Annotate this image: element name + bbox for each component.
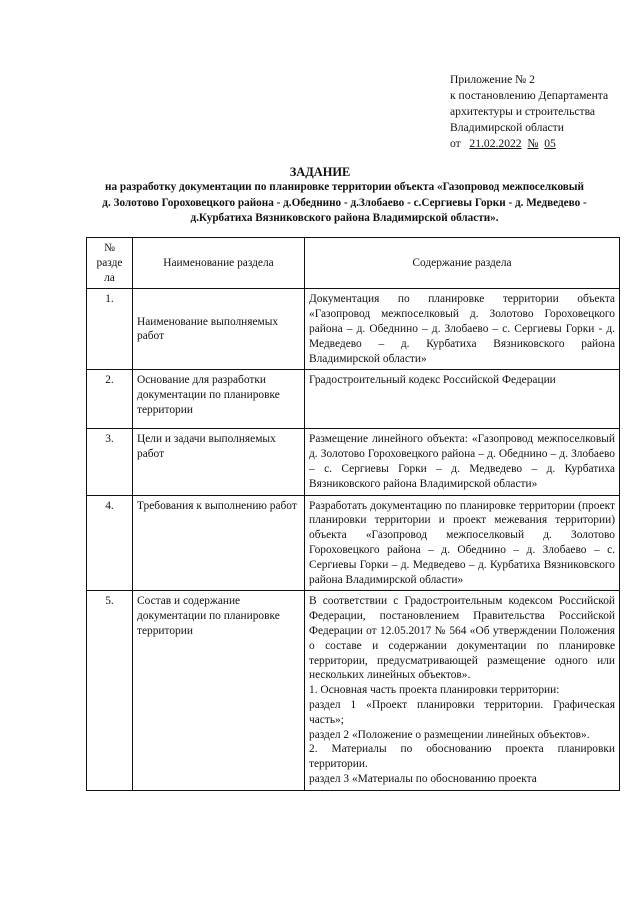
row-name: Требования к выполнению работ [133,495,305,591]
task-table [86,237,620,791]
row-name: Наименование выполняемых работ [133,289,305,370]
content-paragraph: раздел 3 «Материалы по обоснованию проекта [309,772,537,785]
table-header-row [87,238,620,289]
row-name: Цели и задачи выполняемых работ [133,429,305,495]
content-paragraph: 2. Материалы по обоснованию проекта планировки территории. [309,743,615,771]
content-paragraph: раздел 1 «Проект планировки территории. Графическая часть»; [309,698,615,726]
row-num: 1. [87,289,133,370]
appendix-date-line [450,136,635,152]
row-content [305,370,620,429]
row-content [305,429,620,495]
appendix-line-4: Владимирской области [450,121,564,134]
row-num: 5. [87,591,133,790]
row-num: 4. [87,495,133,591]
content-paragraph: Разработать документацию по планировке территории (проект планировки территории и проект межевания территории) объекта «Газопровод межпоселковый д. Золотово Гороховецкого района – д. Обеднино – д. Злобаево – с. Сергиевы Горки – д. Медведево – д. Курбатиха Вязниковского района Владимирской области» [309,499,615,586]
appendix-block [450,72,635,152]
header-content: Содержание раздела [305,238,620,289]
content-paragraph: В соответствии с Градостроительным кодексом Российской Федерации, постановлением Правительства Российской Федерации от 12.05.2017 № 564 «Об утверждении Положения о составе и содержании документации по планировке территории, предусматривающей размещение одного или нескольких линейных объектов». [309,595,615,682]
row-content [305,289,620,370]
header-num: № разде ла [87,238,133,289]
appendix-date: 21.02.2022 [469,137,522,150]
table-row [87,591,620,790]
appendix-line-2: к постановлению Департамента [450,89,609,102]
subtitle-line-1: на разработку документации по планировке территории объекта «Газопровод межпоселковый [105,181,584,193]
row-name: Основание для разработки документации по планировке территории [133,370,305,429]
document-title: ЗАДАНИЕ [289,165,351,179]
appendix-date-prefix: от [450,137,461,150]
table-row [87,370,620,429]
table-row [87,289,620,370]
appendix-line-1: Приложение № 2 [450,73,535,86]
row-content [305,495,620,591]
row-num: 2. [87,370,133,429]
table-row [87,495,620,591]
document-subtitle [72,180,617,227]
content-paragraph: Размещение линейного объекта: «Газопровод межпоселковый д. Золотово Гороховецкого района – д. Обеднино – д. Злобаево – с. Сергиевы Горки – д. Медведево – д. Курбатиха Вязниковского района Владимирской области» [309,433,615,490]
content-paragraph: Градостроительный кодекс Российской Федерации [309,374,556,387]
subtitle-line-2: д. Золотово Гороховецкого района - д.Обеднино - д.Злобаево - с.Сергиевы Горки - д. Медведево - [102,196,587,209]
appendix-number: 05 [544,137,556,150]
table-row [87,429,620,495]
appendix-line-3: архитектуры и строительства [450,105,596,118]
appendix-number-prefix: № [527,137,539,150]
row-name: Состав и содержание документации по планировке территории [133,591,305,790]
row-content [305,591,620,790]
subtitle-line-3: д.Курбатиха Вязниковского района Владимирской области». [190,212,499,224]
content-paragraph: раздел 2 «Положение о размещении линейных объектов». [309,728,590,741]
content-paragraph: Документация по планировке территории объекта «Газопровод межпоселковый д. Золотово Гороховецкого района – д. Обеднино – д. Злобаево – с. Сергиевы Горки - д. Медведево – д. Курбатиха Вязниковского района Владимирской области» [309,293,615,365]
content-paragraph: 1. Основная часть проекта планировки территории: [309,684,560,697]
header-name: Наименование раздела [133,238,305,289]
row-num: 3. [87,429,133,495]
